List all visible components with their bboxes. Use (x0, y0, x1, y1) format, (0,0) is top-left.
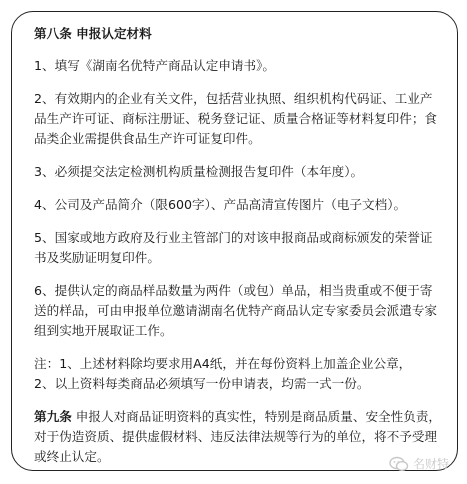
article-9-paragraph (34, 407, 444, 467)
list-item: 4、公司及产品简介（限600字）、产品高清宣传图片（电子文档）。 (34, 197, 407, 212)
article-9-text: 申报人对商品证明资料的真实性，特别是商品质量、安全性负责，对于伪造资质、提供虚假材料、违反法律法规等行为的单位，将不予受理或终止认定。 (34, 409, 442, 464)
list-item: 6、提供认定的商品样品数量为两件（或包）单品，相当贵重或不便于寄送的样品，可由申报单位邀请湖南名优特产商品认定专家委员会派遣专家组到实地开展取证工作。 (34, 283, 437, 338)
watermark-text: 名财特 (412, 457, 449, 471)
note-line: 2、以上资料每类商品必须填写一份申请表，均需一式一份。 (34, 376, 370, 391)
list-item: 3、必须提交法定检测机构质量检测报告复印件（本年度）。 (34, 164, 364, 179)
list-item: 1、填写《湖南名优特产商品认定申请书》。 (34, 58, 275, 73)
article-8-heading: 第八条 申报认定材料 (34, 26, 152, 41)
notes (34, 354, 444, 394)
list-item: 2、有效期内的企业有关文件，包括营业执照、组织机构代码证、工业产品生产许可证、商标注册证、税务登记证、质量合格证等材料复印件；食品类企业需提供食品生产许可证复印件。 (34, 91, 437, 146)
article-9-label: 第九条 (34, 409, 72, 424)
watermark (389, 455, 449, 472)
list-item: 5、国家或地方政府及行业主管部门的对该申报商品或商标颁发的荣誉证书及奖励证明复印件。 (34, 230, 433, 265)
note-line: 注：1、上述材料除均要求用A4纸，并在每份资料上加盖企业公章， (34, 356, 412, 371)
wechat-icon (389, 456, 409, 472)
document-content (34, 24, 444, 467)
